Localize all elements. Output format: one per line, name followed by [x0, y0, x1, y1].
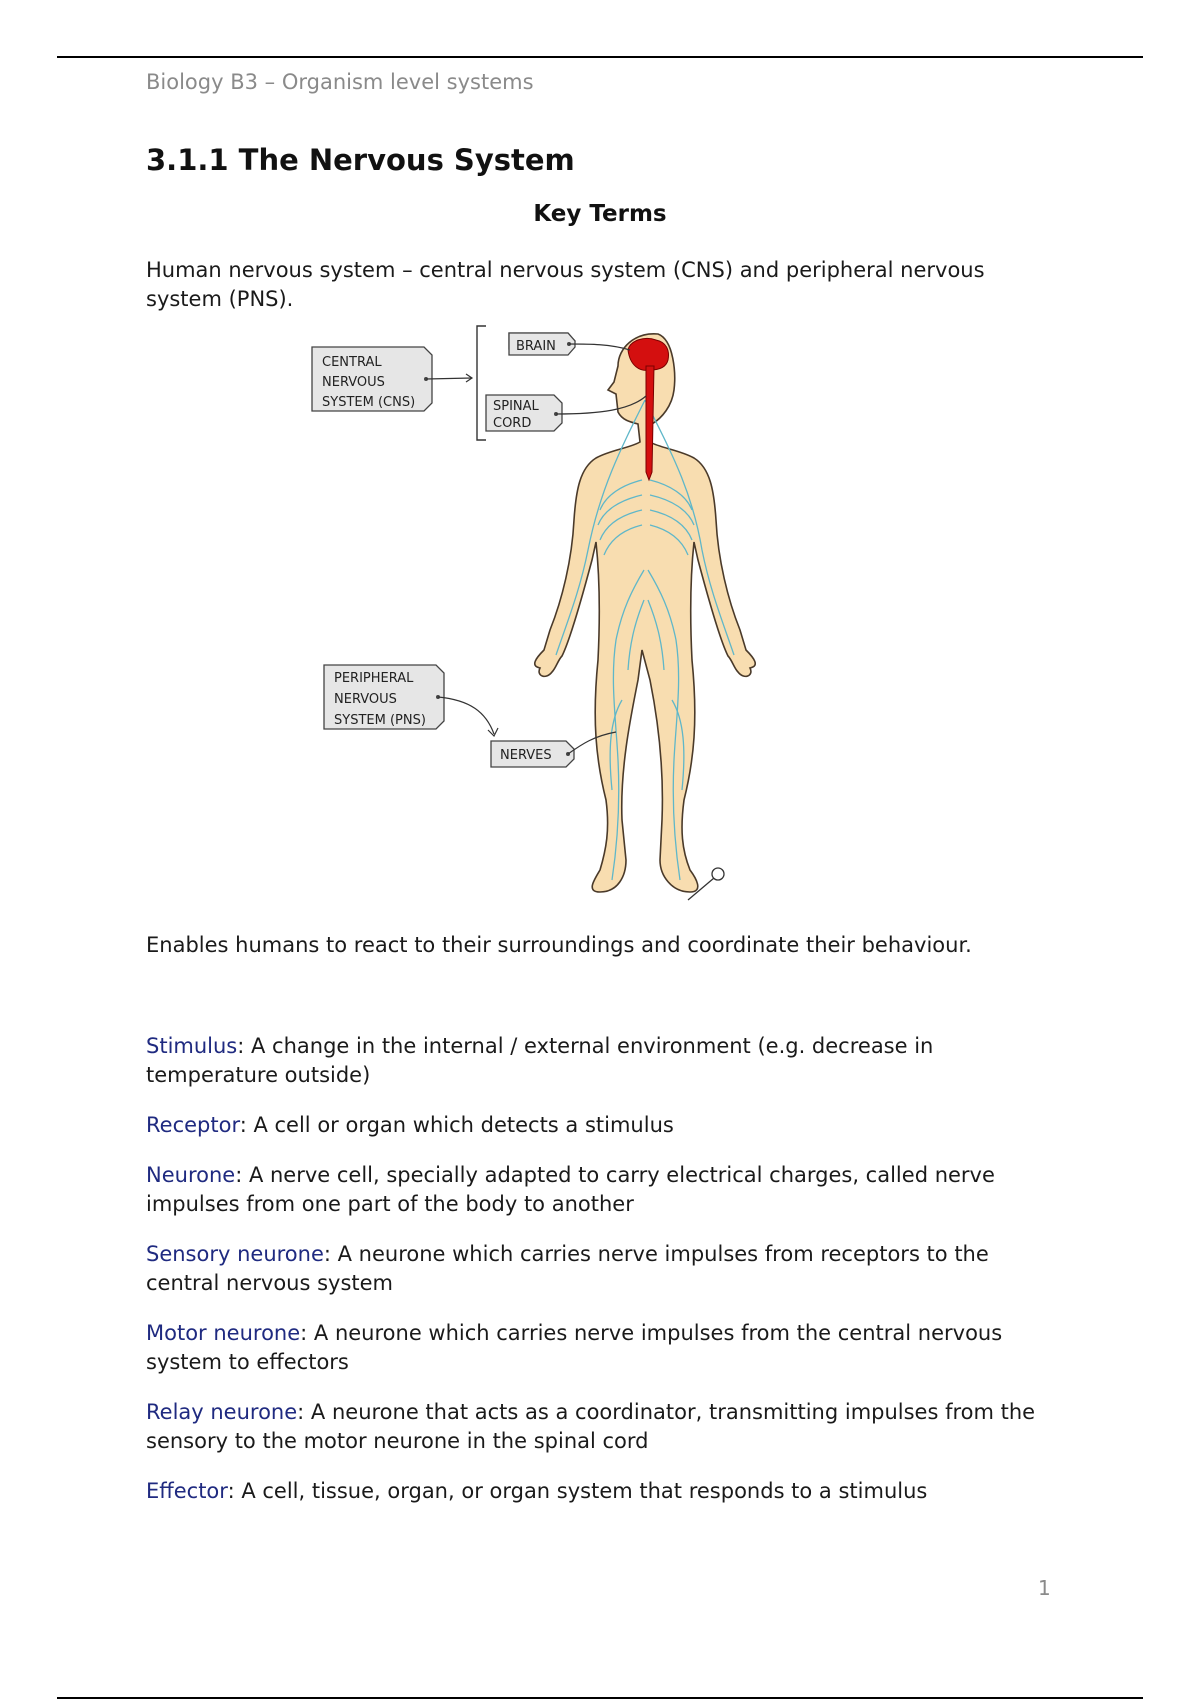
nervous-system-diagram — [300, 320, 780, 910]
bottom-rule — [57, 1697, 1143, 1699]
definition-neurone — [146, 1161, 1066, 1219]
cns-label-line2: NERVOUS — [322, 375, 385, 390]
definition-text: : A nerve cell, specially adapted to carry electrical charges, called nerve impulses from one part of the body to another — [146, 1163, 995, 1216]
intro-paragraph: Human nervous system – central nervous system (CNS) and peripheral nervous system (PNS). — [146, 258, 985, 311]
term-motor-neurone: Motor neurone — [146, 1321, 301, 1345]
cns-bracket — [477, 326, 486, 440]
top-rule — [57, 56, 1143, 58]
term-receptor: Receptor — [146, 1113, 240, 1137]
definition-stimulus — [146, 1032, 1066, 1090]
pns-tag — [324, 665, 498, 736]
body-outline — [535, 334, 755, 892]
definition-text: : A change in the internal / external environment (e.g. decrease in temperature outside) — [146, 1034, 934, 1087]
nerves-label: NERVES — [500, 748, 552, 763]
definition-relay-neurone — [146, 1398, 1066, 1456]
definition-text: : A neurone which carries nerve impulses from the central nervous system to effectors — [146, 1321, 1003, 1374]
key-terms-heading: Key Terms — [533, 201, 667, 227]
page-number: 1 — [1038, 1576, 1051, 1600]
brain-label: BRAIN — [516, 339, 556, 354]
definition-effector — [146, 1477, 1066, 1506]
cns-tag — [312, 347, 472, 411]
definition-text: : A cell or organ which detects a stimulus — [239, 1113, 674, 1137]
page-title: 3.1.1 The Nervous System — [146, 143, 575, 177]
definition-text: : A neurone that acts as a coordinator, transmitting impulses from the sensory to the motor neurone in the spinal cord — [146, 1400, 1036, 1453]
definition-text: : A cell, tissue, organ, or organ system that responds to a stimulus — [227, 1479, 928, 1503]
pns-label-line1: PERIPHERAL — [334, 671, 414, 686]
spinal-label-line2: CORD — [493, 416, 532, 431]
pns-label-line3: SYSTEM (PNS) — [334, 713, 426, 728]
running-header: Biology B3 – Organism level systems — [146, 70, 534, 94]
definition-sensory-neurone — [146, 1240, 1066, 1298]
definition-text: : A neurone which carries nerve impulses from receptors to the central nervous system — [146, 1242, 989, 1295]
definition-receptor — [146, 1111, 1066, 1140]
brain-tag — [509, 333, 630, 355]
term-stimulus: Stimulus — [146, 1034, 238, 1058]
term-neurone: Neurone — [146, 1163, 236, 1187]
term-sensory-neurone: Sensory neurone — [146, 1242, 324, 1266]
pns-label-line2: NERVOUS — [334, 692, 397, 707]
enables-paragraph: Enables humans to react to their surroundings and coordinate their behaviour. — [146, 933, 972, 957]
definitions-list — [146, 1032, 1066, 1527]
definition-motor-neurone — [146, 1319, 1066, 1377]
cns-label-line3: SYSTEM (CNS) — [322, 395, 416, 410]
cns-label-line1: CENTRAL — [322, 355, 382, 370]
term-relay-neurone: Relay neurone — [146, 1400, 298, 1424]
term-effector: Effector — [146, 1479, 228, 1503]
spinal-label-line1: SPINAL — [493, 399, 539, 414]
